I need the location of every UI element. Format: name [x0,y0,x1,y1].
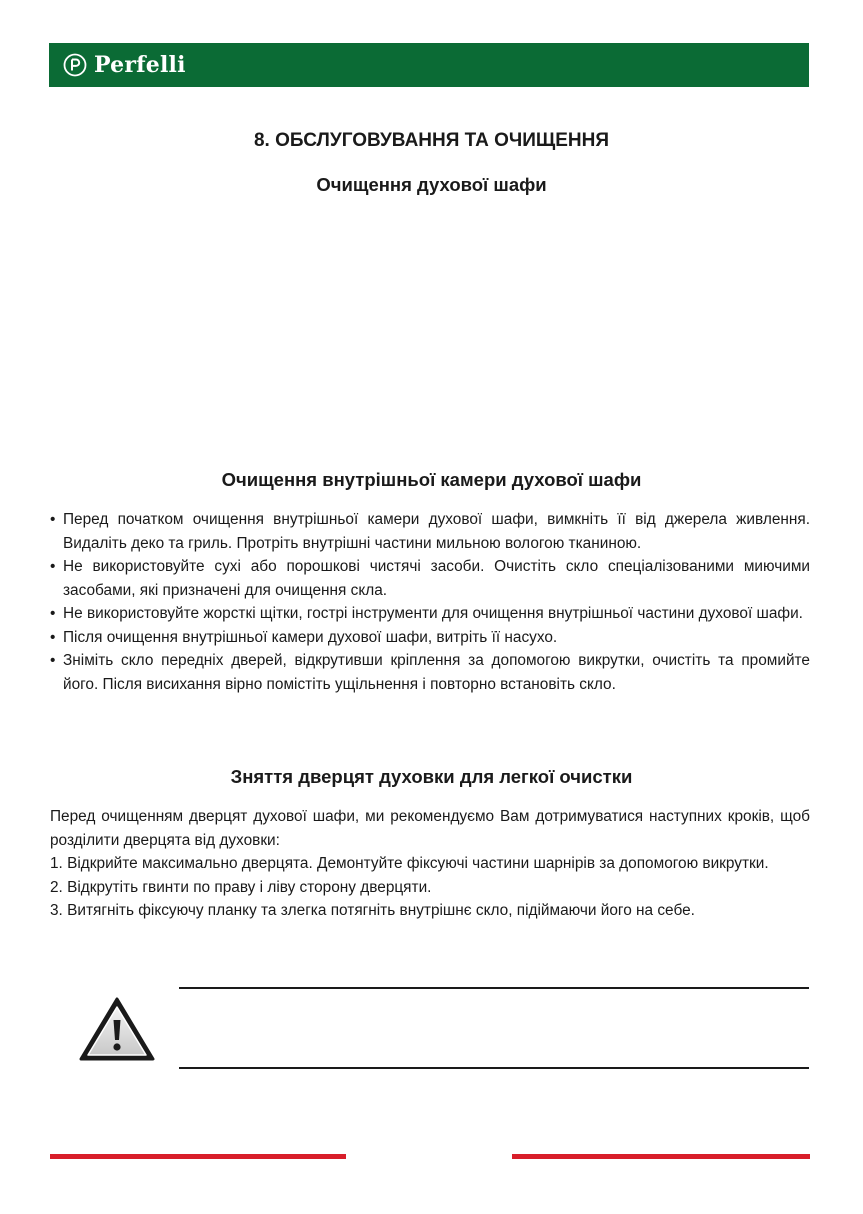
list-item: • Після очищення внутрішньої камери духової шафи, витріть її насухо. [50,626,810,650]
list-item: • Не використовуйте жорсткі щітки, гострі інструменти для очищення внутрішньої частини духової шафи. [50,602,810,626]
door-intro: Перед очищенням дверцят духової шафи, ми рекомендуємо Вам дотримуватися наступних кроків, щоб розділити дверцята від духовки: [50,808,810,849]
section-title: 8. ОБСЛУГОВУВАННЯ ТА ОЧИЩЕННЯ [253,130,610,151]
door-step: 3. Витягніть фіксуючу планку та злегка потягніть внутрішнє скло, підіймаючи його на себе. [50,902,695,919]
subsection-oven-cleaning: Очищення духової шафи [316,174,547,195]
subsection-door-removal: Зняття дверцят духовки для легкої очистки [230,766,633,787]
brand-logo [63,52,186,78]
door-step: 1. Відкрийте максимально дверцята. Демонтуйте фіксуючі частини шарнірів за допомогою викрутки. [50,855,769,872]
footer-line-right [512,1154,810,1159]
list-item: • Не використовуйте сухі або порошкові чистячі засоби. Очистіть скло спеціалізованими миючими засобами, які призначені для очищення скла. [50,555,810,602]
list-item: • Перед початком очищення внутрішньої камери духової шафи, вимкніть її від джерела живлення. Видаліть деко та гриль. Протріть внутрішні частини мильною вологою тканиною. [50,508,810,555]
door-removal-text [50,805,810,923]
list-item: • Зніміть скло передніх дверей, відкрутивши кріплення за допомогою викрутки, очистіть та промийте його. Після висихання вірно помістіть ущільнення і повторно встановіть скло. [50,649,810,696]
footer-line-left [50,1154,346,1159]
warning-box [179,987,809,1069]
brand-name: Perfelli [94,52,186,78]
door-step: 2. Відкрутіть гвинти по праву і ліву сторону дверцяти. [50,878,432,896]
warning-triangle-icon [78,996,156,1062]
inner-chamber-list [50,508,810,696]
perfelli-logo-icon [63,53,87,77]
header-bar [49,43,809,87]
subsection-inner-chamber: Очищення внутрішньої камери духової шафи [221,469,642,490]
